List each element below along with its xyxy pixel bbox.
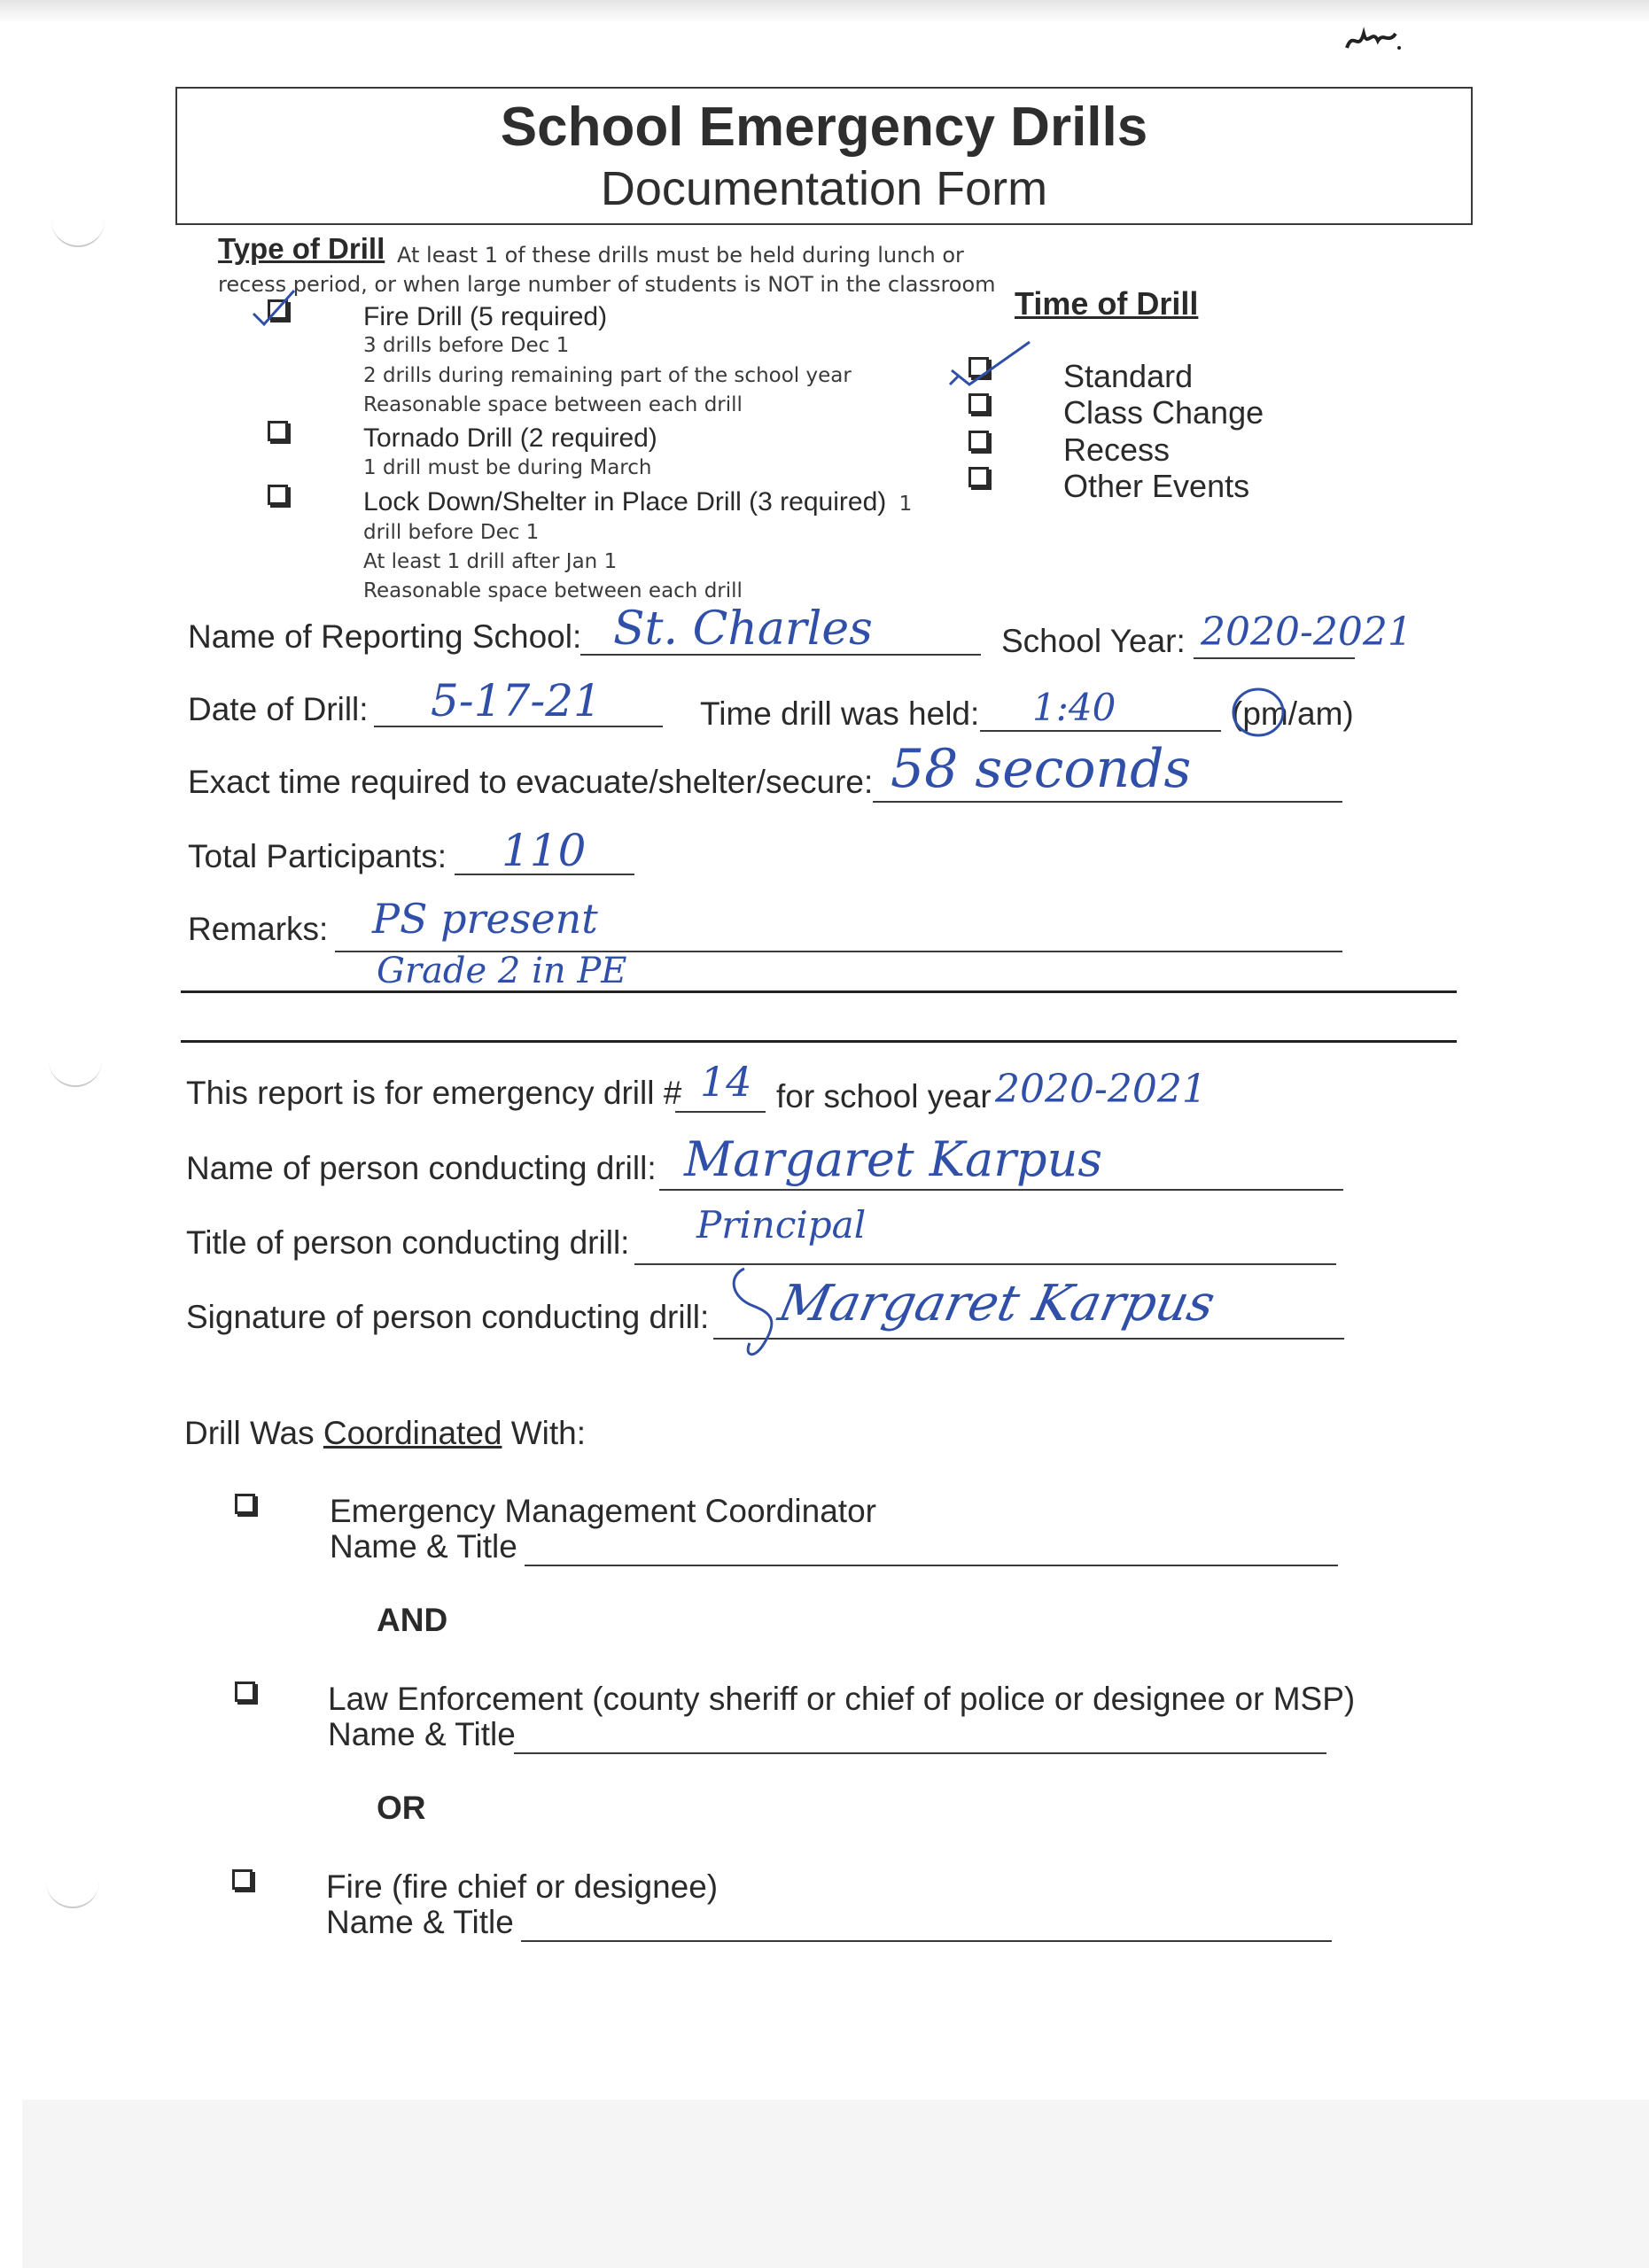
remarks-value-line-2[interactable]: Grade 2 in PE — [377, 951, 627, 991]
time-other-events-checkbox[interactable] — [968, 467, 989, 487]
form-subtitle: Documentation Form — [600, 162, 1048, 215]
lockdown-drill-detail-3: Reasonable space between each drill — [363, 579, 743, 602]
scan-bottom-shadow — [22, 2100, 1649, 2268]
signature-flourish — [727, 1258, 930, 1364]
fire-name-title-line — [521, 1940, 1332, 1942]
lockdown-drill-label-main: Lock Down/Shelter in Place Drill (3 required) — [363, 487, 887, 517]
fire-drill-checkmark-icon — [250, 285, 303, 330]
type-of-drill-note-1: At least 1 of these drills must be held during lunch or — [397, 243, 964, 268]
tornado-drill-checkbox[interactable] — [268, 421, 288, 441]
emc-label: Emergency Management Coordinator — [330, 1493, 876, 1529]
lockdown-drill-label-tail: 1 — [898, 493, 913, 516]
coordination-heading-pre: Drill Was — [184, 1415, 323, 1451]
fire-chief-checkbox[interactable] — [232, 1869, 253, 1890]
drill-number-label: This report is for emergency drill # — [186, 1075, 682, 1111]
hole-punch-bottom — [46, 1871, 99, 1908]
person-title-label: Title of person conducting drill: — [186, 1224, 630, 1261]
coordination-heading-underlined: Coordinated — [323, 1415, 502, 1451]
person-name-line — [659, 1189, 1343, 1191]
remarks-label: Remarks: — [188, 911, 329, 947]
tornado-drill-detail-1: 1 drill must be during March — [363, 456, 652, 479]
school-year-label: School Year: — [1001, 623, 1186, 659]
coordination-heading-post: With: — [502, 1415, 587, 1451]
time-class-change-label: Class Change — [1063, 394, 1264, 431]
remarks-line-2 — [181, 990, 1457, 993]
time-recess-label: Recess — [1063, 431, 1171, 468]
time-class-change-checkbox[interactable] — [968, 393, 989, 414]
person-title-value[interactable]: Principal — [696, 1203, 867, 1247]
date-of-drill-value[interactable]: 5-17-21 — [431, 675, 602, 726]
signature-label: Signature of person conducting drill: — [186, 1299, 710, 1335]
for-school-year-value[interactable]: 2020-2021 — [995, 1067, 1207, 1112]
law-enforcement-checkbox[interactable] — [235, 1682, 255, 1702]
or-label: OR — [377, 1790, 426, 1826]
time-held-value[interactable]: 1:40 — [1032, 686, 1116, 729]
time-held-line — [980, 730, 1221, 732]
signature-value[interactable]: Margaret Karpus — [774, 1275, 1220, 1332]
lockdown-drill-label — [363, 487, 912, 517]
date-of-drill-label: Date of Drill: — [188, 691, 369, 727]
coordination-heading — [184, 1415, 586, 1452]
person-name-label: Name of person conducting drill: — [186, 1150, 657, 1186]
total-participants-label: Total Participants: — [188, 838, 447, 874]
time-of-drill-heading: Time of Drill — [1015, 285, 1199, 322]
fire-drill-detail-1: 3 drills before Dec 1 — [363, 334, 570, 357]
time-standard-checkmark-icon — [946, 335, 1035, 388]
remarks-line-3 — [181, 1040, 1457, 1043]
emc-checkbox[interactable] — [235, 1494, 255, 1514]
school-name-label: Name of Reporting School: — [188, 618, 582, 655]
time-held-label: Time drill was held: — [700, 695, 980, 732]
person-name-value[interactable]: Margaret Karpus — [684, 1131, 1103, 1187]
pm-circled-mark — [1227, 684, 1289, 741]
law-name-title-label: Name & Title — [328, 1716, 516, 1752]
corner-initials-mark — [1342, 21, 1404, 57]
fire-drill-detail-3: Reasonable space between each drill — [363, 393, 743, 416]
law-name-title-line — [514, 1752, 1326, 1754]
emc-name-title-line — [525, 1565, 1338, 1566]
for-school-year-label: for school year — [776, 1078, 992, 1115]
time-standard-label: Standard — [1063, 358, 1194, 394]
exact-time-value[interactable]: 58 seconds — [891, 738, 1192, 800]
school-year-value[interactable]: 2020-2021 — [1201, 610, 1412, 655]
emc-name-title-label: Name & Title — [330, 1528, 517, 1565]
form-title: School Emergency Drills — [500, 97, 1148, 158]
lockdown-drill-checkbox[interactable] — [268, 485, 288, 505]
school-name-value[interactable]: St. Charles — [613, 602, 873, 656]
form-title-box — [175, 87, 1473, 225]
school-year-line — [1194, 657, 1355, 659]
fire-name-title-label: Name & Title — [326, 1904, 514, 1940]
fire-drill-detail-2: 2 drills during remaining part of the school year — [363, 364, 852, 387]
hole-punch-top — [51, 210, 105, 247]
total-participants-value[interactable]: 110 — [502, 825, 587, 876]
drill-number-value[interactable]: 14 — [700, 1058, 752, 1106]
remarks-value-line-1[interactable]: PS present — [372, 895, 598, 943]
exact-time-label: Exact time required to evacuate/shelter/secure: — [188, 764, 874, 800]
fire-chief-label: Fire (fire chief or designee) — [326, 1868, 719, 1905]
time-other-events-label: Other Events — [1063, 468, 1250, 504]
law-enforcement-label: Law Enforcement (county sheriff or chief of police or designee or MSP) — [328, 1681, 1356, 1717]
exact-time-line — [873, 801, 1342, 803]
time-recess-checkbox[interactable] — [968, 431, 989, 451]
scan-top-shadow — [0, 0, 1649, 23]
pm-am-label: (pm/am) — [1232, 695, 1354, 732]
type-of-drill-heading: Type of Drill — [218, 232, 385, 265]
lockdown-drill-detail-2: At least 1 drill after Jan 1 — [363, 550, 618, 573]
tornado-drill-label: Tornado Drill (2 required) — [363, 423, 657, 453]
fire-drill-label: Fire Drill (5 required) — [363, 302, 608, 331]
and-label: AND — [377, 1602, 448, 1638]
type-of-drill-note-2: recess period, or when large number of students is NOT in the classroom — [218, 272, 996, 297]
lockdown-drill-detail-1: drill before Dec 1 — [363, 521, 540, 544]
hole-punch-middle — [49, 1050, 102, 1087]
drill-number-line — [675, 1111, 766, 1113]
